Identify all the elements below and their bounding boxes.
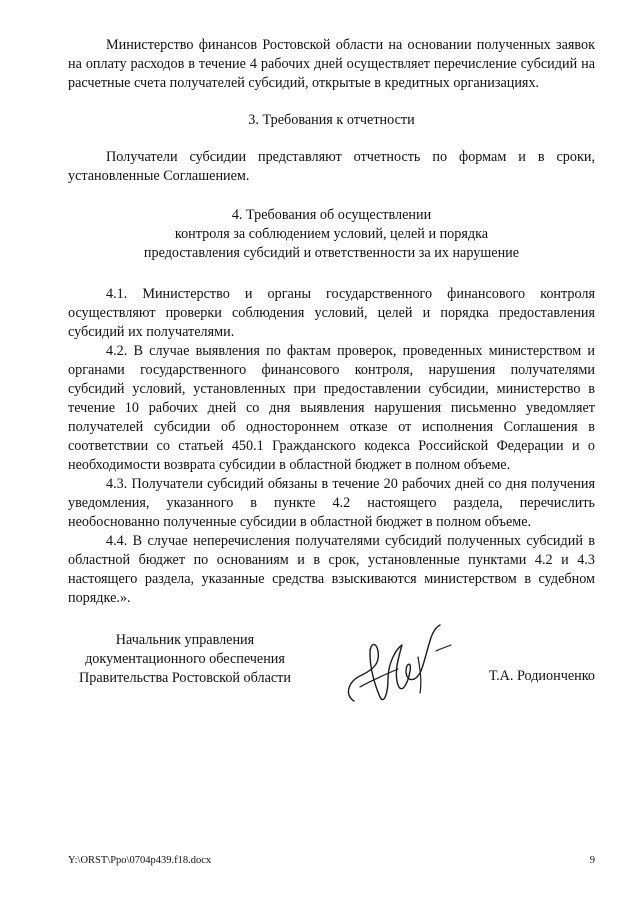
signature-block [68,631,595,711]
section-4-heading-line: контроля за соблюдением условий, целей и порядка [174,226,489,242]
clause-4-2: 4.2. В случае выявления по фактам проверок, проведенных министерством и органами государственного финансового контроля, нарушения получателями субсидий условий, установленных при предоставлении субсидии, министерство в течение 10 рабочих дней со дня выявления нарушения письменно уведомляет получателей субсидии об одностороннем отказе от исполнения Соглашения в соответствии со статьей 450.1 Гражданского кодекса Российской Федерации и о необходимости возврата субсидии в областной бюджет в полном объеме. [68,343,595,473]
section-3-paragraph: Получатели субсидии представляют отчетность по формам и в сроки, установленные Соглашением. [68,149,595,184]
intro-paragraph: Министерство финансов Ростовской области на основании полученных заявок на оплату расходов в течение 4 рабочих дней осуществляет перечисление субсидий на расчетные счета получателей субсидий, открытые в кредитных организациях. [68,37,595,91]
section-4-heading-line: предоставления субсидий и ответственности за их нарушение [143,245,520,261]
footer-file-path: Y:\ORST\Ppo\0704p439.f18.docx [68,855,212,866]
clause-4-4: 4.4. В случае неперечисления получателями субсидий полученных субсидий в областной бюджет по основаниям и в срок, установленные пунктами 4.2 и 4.3 настоящего раздела, указанные средства взыскиваются министерством в судебном порядке.». [68,533,595,606]
handwritten-signature-icon [340,623,452,709]
page-number: 9 [589,855,595,866]
section-3-heading: 3. Требования к отчетности [248,112,415,128]
section-4-heading [68,206,595,263]
signatory-title-line: Начальник управления [115,632,255,648]
signatory-title-line: Правительства Ростовской области [79,670,291,686]
clause-4-1: 4.1. Министерство и органы государственного финансового контроля осуществляют проверки соблюдения условий, целей и порядка предоставления субсидий их получателями. [68,286,595,340]
signatory-name: Т.А. Родионченко [488,668,595,684]
section-4-heading-line: 4. Требования об осуществлении [231,207,432,223]
signatory-title [68,631,302,688]
clause-4-3: 4.3. Получатели субсидий обязаны в течение 20 рабочих дней со дня получения уведомления, указанного в пункте 4.2 настоящего раздела, перечислить необоснованно полученные субсидии в областной бюджет в полном объеме. [68,476,595,530]
document-body [68,36,595,608]
signatory-title-line: документационного обеспечения [85,651,285,667]
